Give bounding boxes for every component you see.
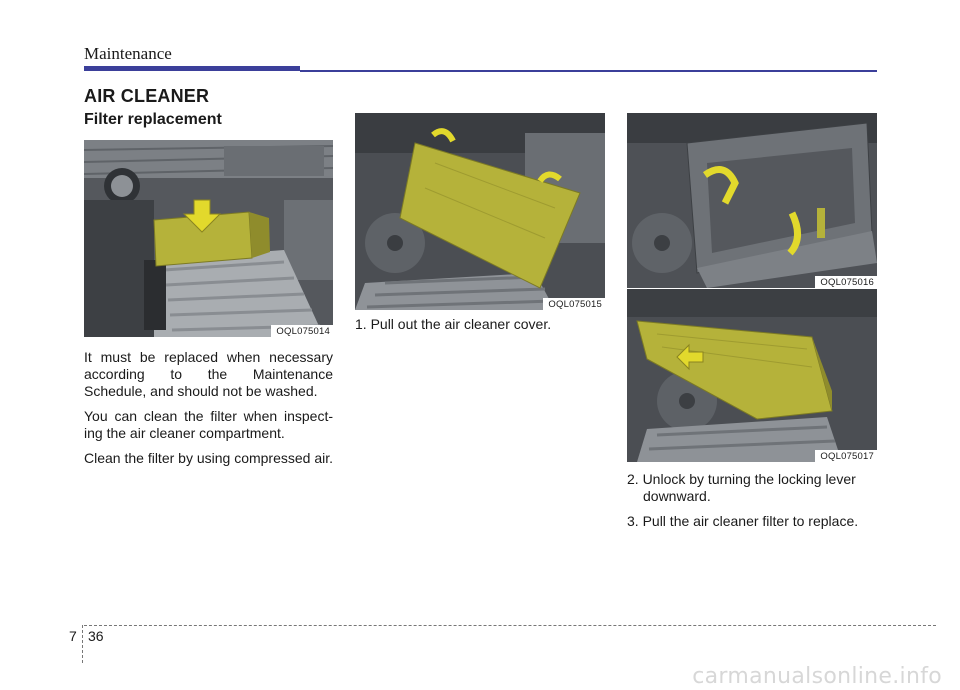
figure-pull-filter	[627, 289, 877, 462]
engine-bay-illustration	[355, 113, 605, 310]
step-1: 1. Pull out the air cleaner cover.	[355, 316, 552, 332]
step-2: 2. Unlock by turning the locking lever downward.	[627, 471, 856, 504]
engine-bay-illustration	[627, 113, 877, 288]
paragraph-compressed-air: Clean the filter by using compressed air.	[84, 450, 334, 466]
page-title: AIR CLEANER	[84, 86, 210, 106]
footer-divider	[82, 625, 83, 663]
header-bar	[84, 66, 300, 71]
figure-filter-location	[84, 140, 333, 337]
figure-cover	[355, 113, 605, 310]
header-rule	[300, 70, 877, 72]
step-3: 3. Pull the air cleaner filter to replace.	[627, 513, 859, 529]
subheading: Filter replacement	[84, 111, 222, 128]
figure-code: OQL075014	[271, 325, 333, 337]
figure-code: OQL075015	[543, 298, 605, 310]
paragraph-replace-schedule: It must be replaced when necessary according to the Maintenance Schedule, and should not be washed.	[84, 349, 333, 399]
footer-rule	[84, 625, 936, 626]
page-number: 36	[88, 628, 104, 644]
paragraph-inspect: You can clean the filter when inspect-ing the air cleaner compartment.	[84, 408, 333, 441]
figure-locking-lever	[627, 113, 877, 288]
column-1-text	[84, 349, 333, 475]
engine-bay-illustration	[84, 140, 333, 337]
column-2-text	[355, 316, 605, 341]
watermark: carmanualsonline.info	[692, 664, 942, 689]
figure-code: OQL075016	[815, 276, 877, 288]
figure-code: OQL075017	[815, 450, 877, 462]
engine-bay-illustration	[627, 289, 877, 462]
section-title: Maintenance	[84, 44, 172, 63]
chapter-number: 7	[69, 628, 77, 644]
column-3-text	[627, 471, 879, 538]
